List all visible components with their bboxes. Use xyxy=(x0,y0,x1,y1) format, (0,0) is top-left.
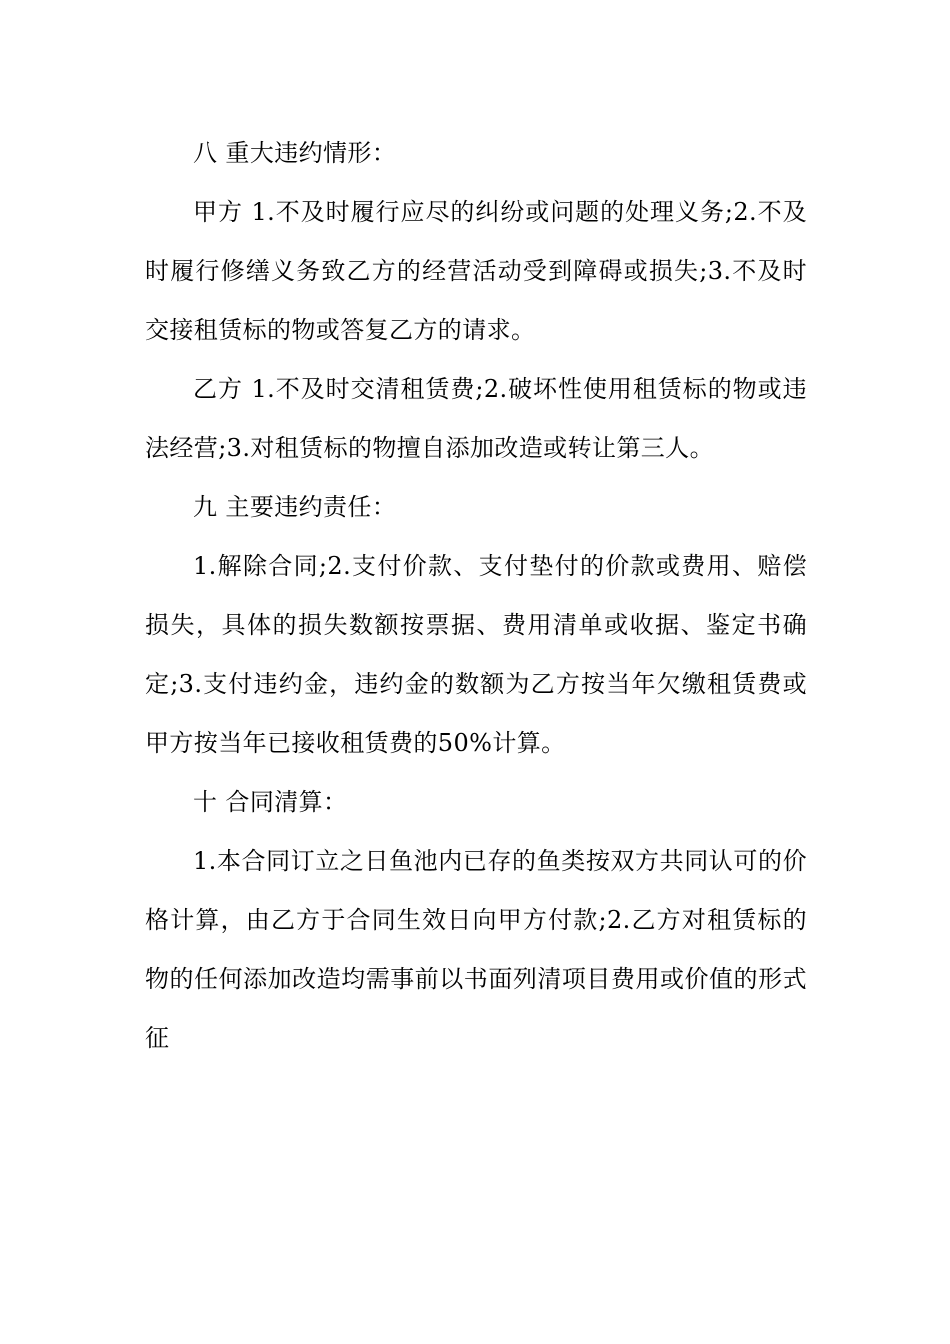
liability-paragraph: 1.解除合同;2.支付价款、支付垫付的价款或费用、赔偿损失，具体的损失数额按票据、费用清单或收据、鉴定书确定;3.支付违约金，违约金的数额为乙方按当年欠缴租赁费或甲方按当年已接收租赁费的50%计算。 xyxy=(145,552,807,757)
settlement-paragraph: 1.本合同订立之日鱼池内已存的鱼类按双方共同认可的价格计算，由乙方于合同生效日向甲方付款;2.乙方对租赁标的物的任何添加改造均需事前以书面列清项目费用或价值的形式征 xyxy=(145,847,807,1052)
section-heading-8: 八 重大违约情形： xyxy=(193,139,397,167)
section-heading-9: 九 主要违约责任： xyxy=(193,493,397,521)
party-b-breach-paragraph: 乙方 1.不及时交清租赁费;2.破坏性使用租赁标的物或违法经营;3.对租赁标的物擅自添加改造或转让第三人。 xyxy=(145,375,807,462)
section-heading-10: 十 合同清算： xyxy=(193,788,348,816)
document-body xyxy=(145,124,807,1068)
party-a-breach-paragraph: 甲方 1.不及时履行应尽的纠纷或问题的处理义务;2.不及时履行修缮义务致乙方的经营活动受到障碍或损失;3.不及时交接租赁标的物或答复乙方的请求。 xyxy=(145,198,807,344)
